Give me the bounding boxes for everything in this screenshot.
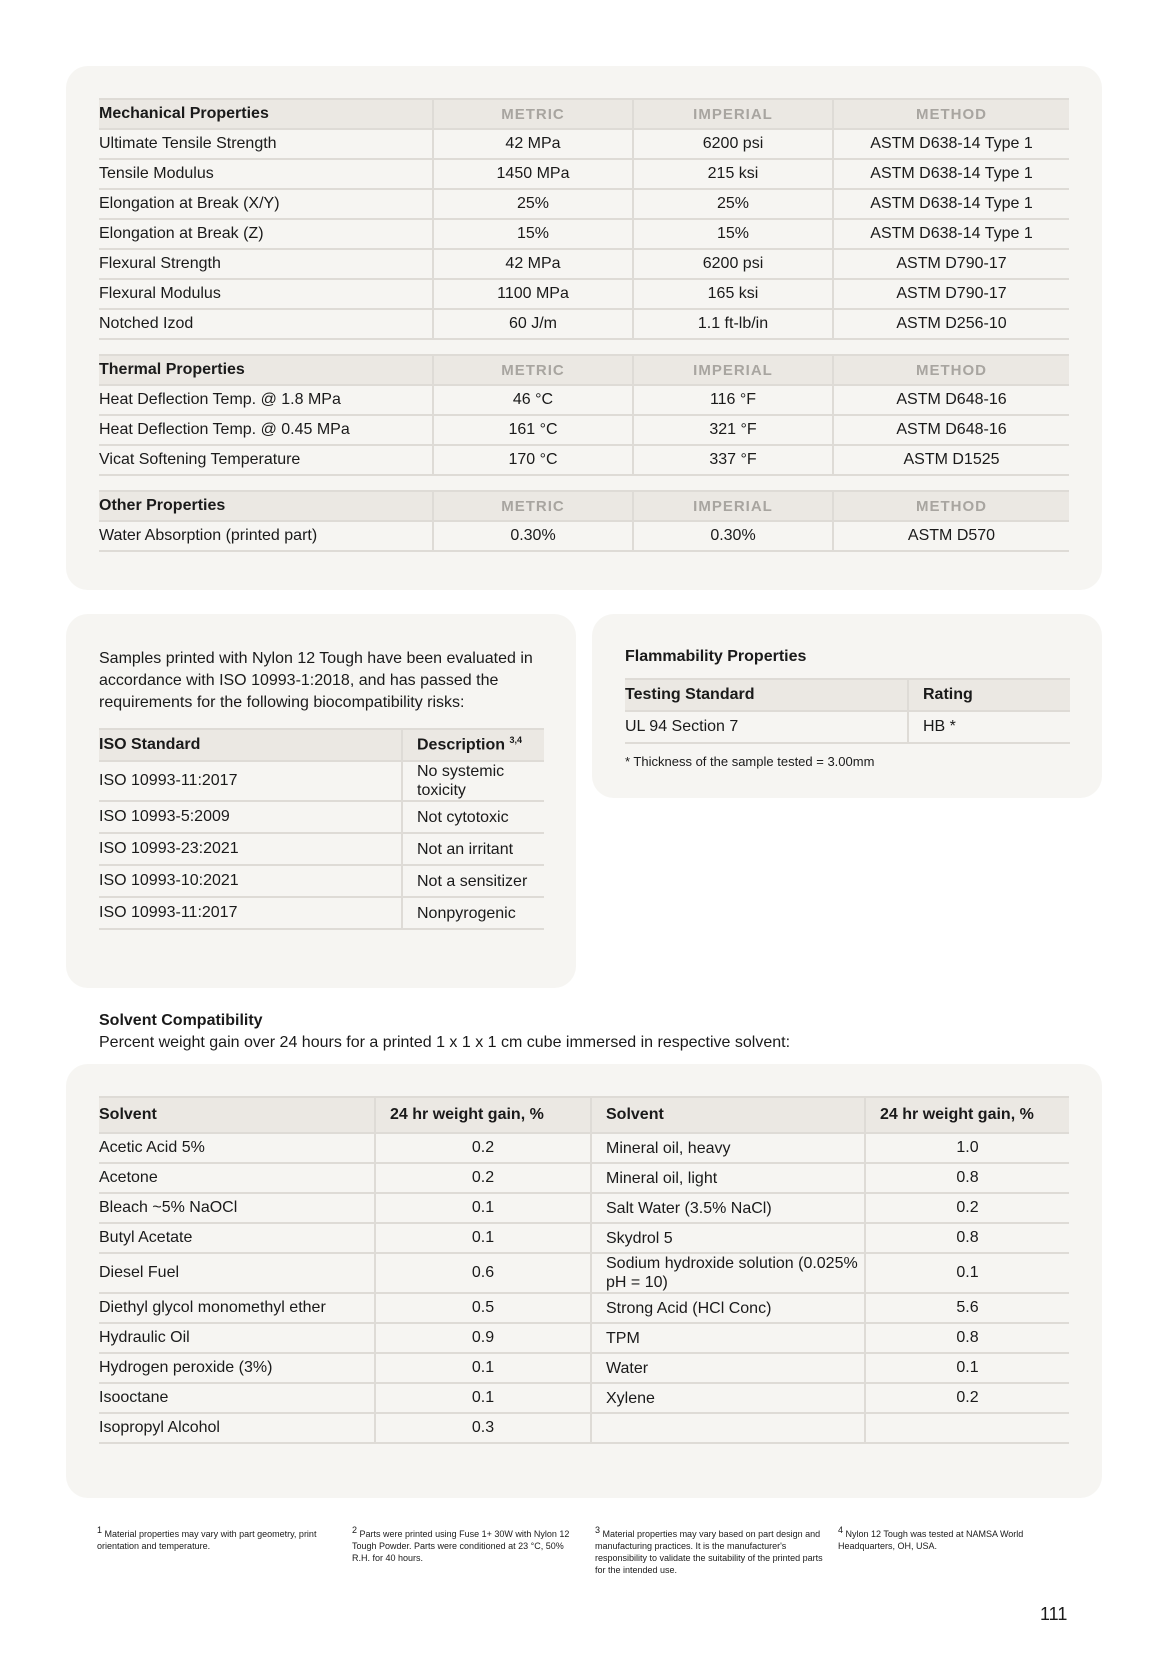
imperial-value: 6200 psi — [633, 129, 833, 159]
table-row — [99, 1253, 1069, 1293]
col-solvent-2: Solvent — [591, 1097, 865, 1133]
weight-gain: 5.6 — [865, 1293, 1069, 1323]
property-name: Tensile Modulus — [99, 159, 433, 189]
iso-description: Not an irritant — [402, 833, 544, 865]
weight-gain: 0.2 — [865, 1383, 1069, 1413]
solvent-name: Bleach ~5% NaOCl — [99, 1193, 375, 1223]
weight-gain: 0.8 — [865, 1163, 1069, 1193]
weight-gain: 0.9 — [375, 1323, 591, 1353]
table-row — [99, 219, 1069, 249]
imperial-value: 321 °F — [633, 415, 833, 445]
col-testing-standard: Testing Standard — [625, 679, 908, 711]
col-method: METHOD — [833, 99, 1069, 129]
property-name: Ultimate Tensile Strength — [99, 129, 433, 159]
property-name: Notched Izod — [99, 309, 433, 339]
solvent-name: Hydraulic Oil — [99, 1323, 375, 1353]
col-imperial: IMPERIAL — [633, 355, 833, 385]
col-imperial: IMPERIAL — [633, 99, 833, 129]
weight-gain: 0.2 — [375, 1163, 591, 1193]
weight-gain: 1.0 — [865, 1133, 1069, 1163]
flammability-header-row — [625, 679, 1070, 711]
method-value: ASTM D648-16 — [833, 415, 1069, 445]
property-name: Elongation at Break (Z) — [99, 219, 433, 249]
metric-value: 46 °C — [433, 385, 633, 415]
weight-gain: 0.1 — [375, 1353, 591, 1383]
flammability-title: Flammability Properties — [625, 648, 807, 665]
table-row — [99, 445, 1069, 475]
weight-gain: 0.6 — [375, 1253, 591, 1293]
table-row — [99, 761, 544, 801]
solvent-name: Xylene — [591, 1383, 865, 1413]
col-metric: METRIC — [433, 99, 633, 129]
solvent-name — [591, 1413, 865, 1443]
imperial-value: 215 ksi — [633, 159, 833, 189]
metric-value: 1100 MPa — [433, 279, 633, 309]
biocompat-intro: Samples printed with Nylon 12 Tough have been evaluated in accordance with ISO 10993-1:2018, and has passed the requirements for the following biocompatibility risks: — [99, 650, 533, 711]
table-row — [99, 129, 1069, 159]
imperial-value: 116 °F — [633, 385, 833, 415]
imperial-value: 15% — [633, 219, 833, 249]
method-value: ASTM D790-17 — [833, 279, 1069, 309]
property-section-header — [99, 99, 1069, 129]
metric-value: 0.30% — [433, 521, 633, 551]
table-row — [99, 159, 1069, 189]
table-row — [99, 865, 544, 897]
table-row — [99, 189, 1069, 219]
property-name: Heat Deflection Temp. @ 1.8 MPa — [99, 385, 433, 415]
solvent-name: Isopropyl Alcohol — [99, 1413, 375, 1443]
solvent-name: Strong Acid (HCl Conc) — [591, 1293, 865, 1323]
table-row — [99, 1293, 1069, 1323]
table-row — [99, 1353, 1069, 1383]
table-row — [99, 833, 544, 865]
solvent-card — [66, 1064, 1102, 1498]
weight-gain: 0.1 — [865, 1353, 1069, 1383]
method-value: ASTM D638-14 Type 1 — [833, 189, 1069, 219]
col-description: Description $^{3,4}$ — [402, 729, 544, 761]
table-row — [99, 897, 544, 929]
col-imperial: IMPERIAL — [633, 491, 833, 521]
table-row — [99, 521, 1069, 551]
iso-standard: ISO 10993-11:2017 — [99, 761, 402, 801]
solvent-name: Acetone — [99, 1163, 375, 1193]
weight-gain: 0.1 — [865, 1253, 1069, 1293]
flammability-table — [625, 678, 1070, 744]
iso-description: Nonpyrogenic — [402, 897, 544, 929]
weight-gain: 0.1 — [375, 1193, 591, 1223]
solvent-name: Skydrol 5 — [591, 1223, 865, 1253]
gap-cell — [99, 339, 1069, 355]
table-row — [99, 249, 1069, 279]
imperial-value: 337 °F — [633, 445, 833, 475]
weight-gain — [865, 1413, 1069, 1443]
solvent-name: Sodium hydroxide solution (0.025% pH = 10) — [591, 1253, 865, 1293]
solvent-name: Salt Water (3.5% NaCl) — [591, 1193, 865, 1223]
weight-gain: 0.5 — [375, 1293, 591, 1323]
method-value: ASTM D638-14 Type 1 — [833, 159, 1069, 189]
iso-standard: ISO 10993-11:2017 — [99, 897, 402, 929]
col-metric: METRIC — [433, 491, 633, 521]
footnote-4: $^4$ Nylon 12 Tough was tested at NAMSA World Headquarters, OH, USA. — [838, 1525, 1024, 1551]
iso-description: No systemic toxicity — [402, 761, 544, 801]
property-name: Flexural Strength — [99, 249, 433, 279]
solvent-name: TPM — [591, 1323, 865, 1353]
method-value: ASTM D570 — [833, 521, 1069, 551]
solvent-subtitle: Percent weight gain over 24 hours for a printed 1 x 1 x 1 cm cube immersed in respective solvent: — [99, 1034, 791, 1051]
weight-gain: 0.8 — [865, 1223, 1069, 1253]
col-metric: METRIC — [433, 355, 633, 385]
method-value: ASTM D638-14 Type 1 — [833, 219, 1069, 249]
table-row — [99, 1193, 1069, 1223]
weight-gain: 0.1 — [375, 1383, 591, 1413]
property-name: Vicat Softening Temperature — [99, 445, 433, 475]
metric-value: 60 J/m — [433, 309, 633, 339]
col-gain-2: 24 hr weight gain, % — [865, 1097, 1069, 1133]
table-row — [99, 1413, 1069, 1443]
solvent-name: Isooctane — [99, 1383, 375, 1413]
properties-table — [99, 98, 1069, 552]
flammability-card — [592, 614, 1102, 798]
imperial-value: 1.1 ft-lb/in — [633, 309, 833, 339]
solvent-header-row — [99, 1097, 1069, 1133]
iso-description: Not cytotoxic — [402, 801, 544, 833]
col-solvent-1: Solvent — [99, 1097, 375, 1133]
solvent-table — [99, 1096, 1069, 1444]
solvent-name: Diesel Fuel — [99, 1253, 375, 1293]
flam-rating: HB * — [908, 711, 1070, 743]
metric-value: 42 MPa — [433, 249, 633, 279]
iso-standard: ISO 10993-23:2021 — [99, 833, 402, 865]
metric-value: 170 °C — [433, 445, 633, 475]
flam-standard: UL 94 Section 7 — [625, 711, 908, 743]
table-row — [99, 1223, 1069, 1253]
table-row — [99, 415, 1069, 445]
solvent-name: Water — [591, 1353, 865, 1383]
biocompat-card — [66, 614, 576, 988]
solvent-name: Hydrogen peroxide (3%) — [99, 1353, 375, 1383]
properties-card — [66, 66, 1102, 590]
method-value: ASTM D256-10 — [833, 309, 1069, 339]
footnote-3: $^3$ Material properties may vary based on part design and manufacturing practices. It is the manufacturer's responsibility to validate the suitability of the printed parts for the intended use. — [595, 1525, 823, 1575]
metric-value: 161 °C — [433, 415, 633, 445]
solvent-title: Solvent Compatibility — [99, 1012, 263, 1029]
method-value: ASTM D648-16 — [833, 385, 1069, 415]
method-value: ASTM D638-14 Type 1 — [833, 129, 1069, 159]
method-value: ASTM D1525 — [833, 445, 1069, 475]
weight-gain: 0.3 — [375, 1413, 591, 1443]
solvent-name: Diethyl glycol monomethyl ether — [99, 1293, 375, 1323]
metric-value: 15% — [433, 219, 633, 249]
biocompat-table — [99, 728, 544, 930]
iso-description: Not a sensitizer — [402, 865, 544, 897]
property-name: Heat Deflection Temp. @ 0.45 MPa — [99, 415, 433, 445]
imperial-value: 25% — [633, 189, 833, 219]
metric-value: 25% — [433, 189, 633, 219]
property-section-header — [99, 355, 1069, 385]
method-value: ASTM D790-17 — [833, 249, 1069, 279]
property-name: Flexural Modulus — [99, 279, 433, 309]
property-section-header — [99, 491, 1069, 521]
metric-value: 42 MPa — [433, 129, 633, 159]
footnote-1: $^1$ Material properties may vary with part geometry, print orientation and temperature. — [97, 1525, 317, 1551]
col-iso-standard: ISO Standard — [99, 729, 402, 761]
table-row — [99, 801, 544, 833]
weight-gain: 0.2 — [865, 1193, 1069, 1223]
weight-gain: 0.2 — [375, 1133, 591, 1163]
table-row — [99, 1163, 1069, 1193]
iso-standard: ISO 10993-5:2009 — [99, 801, 402, 833]
col-method: METHOD — [833, 355, 1069, 385]
table-row — [99, 279, 1069, 309]
table-row — [99, 1133, 1069, 1163]
footnote-2: $^2$ Parts were printed using Fuse 1+ 30W with Nylon 12 Tough Powder. Parts were conditioned at 23 °C, 50% R.H. for 40 hours. — [352, 1525, 570, 1563]
table-row — [99, 1383, 1069, 1413]
page-number: 111 — [1040, 1604, 1068, 1624]
weight-gain: 0.1 — [375, 1223, 591, 1253]
solvent-name: Acetic Acid 5% — [99, 1133, 375, 1163]
table-row — [99, 309, 1069, 339]
metric-value: 1450 MPa — [433, 159, 633, 189]
col-gain-1: 24 hr weight gain, % — [375, 1097, 591, 1133]
section-gap — [99, 339, 1069, 355]
gap-cell — [99, 475, 1069, 491]
table-row — [99, 385, 1069, 415]
flammability-note: * Thickness of the sample tested = 3.00mm — [625, 754, 875, 769]
imperial-value: 0.30% — [633, 521, 833, 551]
biocompat-header-row — [99, 729, 544, 761]
table-row — [99, 1323, 1069, 1353]
section-title: Mechanical Properties — [99, 99, 433, 129]
property-name: Water Absorption (printed part) — [99, 521, 433, 551]
property-name: Elongation at Break (X/Y) — [99, 189, 433, 219]
imperial-value: 165 ksi — [633, 279, 833, 309]
iso-standard: ISO 10993-10:2021 — [99, 865, 402, 897]
col-rating: Rating — [908, 679, 1070, 711]
section-gap — [99, 475, 1069, 491]
solvent-heading — [99, 1010, 1059, 1054]
solvent-name: Butyl Acetate — [99, 1223, 375, 1253]
weight-gain: 0.8 — [865, 1323, 1069, 1353]
table-row — [625, 711, 1070, 743]
solvent-name: Mineral oil, light — [591, 1163, 865, 1193]
section-title: Other Properties — [99, 491, 433, 521]
solvent-name: Mineral oil, heavy — [591, 1133, 865, 1163]
col-method: METHOD — [833, 491, 1069, 521]
section-title: Thermal Properties — [99, 355, 433, 385]
imperial-value: 6200 psi — [633, 249, 833, 279]
